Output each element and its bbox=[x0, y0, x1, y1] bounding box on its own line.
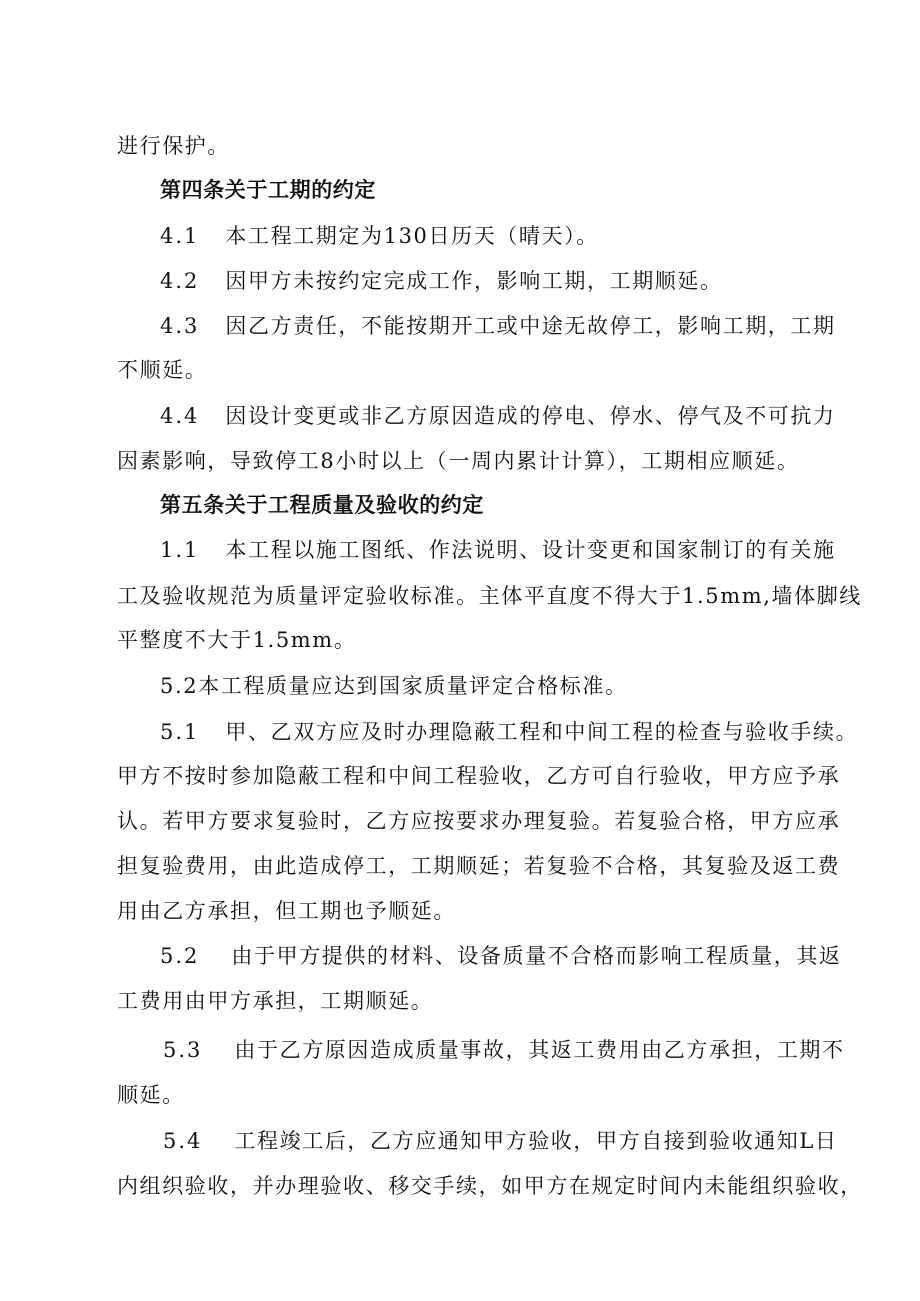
clause-number: 5.2 bbox=[160, 944, 200, 968]
clause-number: 4.3 bbox=[160, 314, 200, 338]
clause-number: 5.1 bbox=[160, 720, 200, 744]
paragraph-line: 担复验费用，由此造成停工，工期顺延；若复验不合格，其复验及返工费 bbox=[117, 854, 841, 878]
clause-line: 5.3 由于乙方原因造成质量事故，其返工费用由乙方承担，工期不 bbox=[163, 1035, 845, 1065]
paragraph-line: 因素影响，导致停工8小时以上（一周内累计计算），工期相应顺延。 bbox=[117, 449, 800, 473]
section-heading: 第四条关于工期的约定 bbox=[160, 177, 376, 202]
clause-line: 4.2 因甲方未按约定完成工作，影响工期，工期顺延。 bbox=[160, 266, 723, 296]
clause-line: 5.1 甲、乙双方应及时办理隐蔽工程和中间工程的检查与验收手续。 bbox=[160, 717, 858, 747]
paragraph-line: 内组织验收，并办理验收、移交手续，如甲方在规定时间内未能组织验收， bbox=[117, 1174, 863, 1198]
paragraph-line: 工及验收规范为质量评定验收标准。主体平直度不得大于1.5mm,墙体脚线 bbox=[117, 584, 862, 608]
clause-number: 4.4 bbox=[160, 404, 200, 428]
paragraph-line: 甲方不按时参加隐蔽工程和中间工程验收，乙方可自行验收，甲方应予承 bbox=[117, 764, 841, 788]
clause-line: 5.4 工程竣工后，乙方应通知甲方验收，甲方自接到验收通知L日 bbox=[163, 1126, 838, 1156]
clause-line: 1.1 本工程以施工图纸、作法说明、设计变更和国家制订的有关施 bbox=[160, 535, 836, 565]
paragraph-line: 认。若甲方要求复验时，乙方应按要求办理复验。若复验合格，甲方应承 bbox=[117, 809, 841, 833]
paragraph-line: 工费用由甲方承担，工期顺延。 bbox=[117, 989, 434, 1013]
clause-line: 4.1 本工程工期定为130日历天（晴天）。 bbox=[160, 221, 599, 251]
clause-line: 4.3 因乙方责任，不能按期开工或中途无故停工，影响工期，工期 bbox=[160, 311, 836, 341]
clause-line: 4.4 因设计变更或非乙方原因造成的停电、停水、停气及不可抗力 bbox=[160, 401, 836, 431]
clause-number: 4.2 bbox=[160, 269, 200, 293]
paragraph-line: 进行保护。 bbox=[117, 134, 230, 158]
clause-line: 5.2 由于甲方提供的材料、设备质量不合格而影响工程质量，其返 bbox=[160, 941, 842, 971]
paragraph-line: 平整度不大于1.5mm。 bbox=[117, 628, 357, 652]
section-heading: 第五条关于工程质量及验收的约定 bbox=[160, 492, 484, 517]
clause-number: 4.1 bbox=[160, 224, 200, 248]
paragraph-line: 顺延。 bbox=[117, 1083, 185, 1107]
paragraph-line: 5.2本工程质量应达到国家质量评定合格标准。 bbox=[160, 674, 628, 698]
paragraph-line: 用由乙方承担，但工期也予顺延。 bbox=[117, 899, 456, 923]
paragraph-line: 不顺延。 bbox=[117, 358, 208, 382]
clause-number: 5.4 bbox=[163, 1129, 203, 1153]
clause-number: 1.1 bbox=[160, 538, 200, 562]
clause-number: 5.3 bbox=[163, 1038, 203, 1062]
